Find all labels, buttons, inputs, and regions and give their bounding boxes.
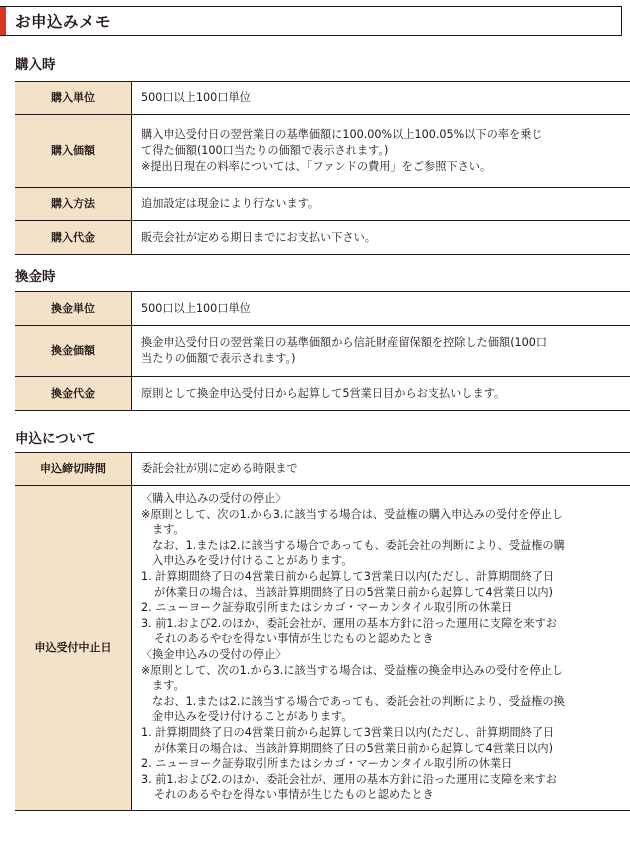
row-value: 〈購入申込みの受付の停止〉 ※原則として、次の1.から3.に該当する場合は、受益権の購入申込みの受付を停止し ます。 なお、1.または2.に該当する場合であっても、委託会社の判断により、受益権の購 入申込みを受け付けることがあります。 1. 計算期間終了日の4営業日前から起算して3営業日以内(ただし、計算期間終了日 が休業日の場合は、当該計算期間終了日の5営業日前から起算して4営業日以内) 2. ニューヨーク証券取引所またはシカゴ・マーカンタイル取引所の休業日 3. 前1.および2.のほか、委託会社が、運用の基本方針に沿った運用に支障を来すお それのあるやむを得ない事情が生じたものと認めたとき 〈換金申込みの受付の停止〉 ※原則として、次の1.から3.に該当する場合は、受益権の換金申込みの受付を停止し ます。 なお、1.または2.に該当する場合であっても、委託会社の判断により、受益権の換 金申込みを受け付けることがあります。 1. 計算期間終了日の4営業日前から起算して3営業日以内(ただし、計算期間終了日 が休業日の場合は、当該計算期間終了日の5営業日前から起算して4営業日以内) 2. ニューヨーク証券取引所またはシカゴ・マーカンタイル取引所の休業日 3. 前1.および2.のほか、委託会社が、運用の基本方針に沿った運用に支障を来すお それのあるやむを得ない事情が生じたものと認めたとき <box>132 486 630 811</box>
application-table <box>15 452 630 811</box>
section-heading-redemption: 換金時 <box>15 269 56 285</box>
table-row <box>15 221 630 255</box>
row-value: 500口以上100口単位 <box>132 82 630 115</box>
list-item: 2. ニューヨーク証券取引所またはシカゴ・マーカンタイル取引所の休業日 <box>141 757 513 771</box>
row-label: 換金代金 <box>15 377 132 411</box>
accent-bar <box>0 7 6 35</box>
row-label: 購入代金 <box>15 221 132 255</box>
row-label: 購入価額 <box>15 115 132 188</box>
list-item: 1. 計算期間終了日の4営業日前から起算して3営業日以内(ただし、計算期間終了日 <box>141 569 555 583</box>
row-label: 換金単位 <box>15 292 132 326</box>
row-label: 申込締切時間 <box>15 453 132 486</box>
list-item: 2. ニューヨーク証券取引所またはシカゴ・マーカンタイル取引所の休業日 <box>141 601 513 615</box>
block-heading: 〈換金申込みの受付の停止〉 <box>141 647 287 661</box>
row-label: 購入単位 <box>15 82 132 115</box>
list-item: 3. 前1.および2.のほか、委託会社が、運用の基本方針に沿った運用に支障を来すお <box>141 772 557 786</box>
row-value: 購入申込受付日の翌営業日の基準価額に100.00%以上100.05%以下の率を乗じ て得た価額(100口当たりの価額で表示されます。) ※提出日現在の料率については、「ファンドの費用」をご参照下さい。 <box>132 115 630 188</box>
row-value: 委託会社が別に定める時限まで <box>132 453 630 486</box>
list-item: 1. 計算期間終了日の4営業日前から起算して3営業日以内(ただし、計算期間終了日 <box>141 725 555 739</box>
row-value: 500口以上100口単位 <box>132 292 630 326</box>
row-label: 換金価額 <box>15 326 132 377</box>
table-row <box>15 326 630 377</box>
table-row <box>15 453 630 486</box>
table-row <box>15 82 630 115</box>
row-value: 販売会社が定める期日までにお支払い下さい。 <box>132 221 630 255</box>
list-item: 3. 前1.および2.のほか、委託会社が、運用の基本方針に沿った運用に支障を来すお <box>141 616 557 630</box>
purchase-table <box>15 81 630 255</box>
row-value: 追加設定は現金により行ないます。 <box>132 188 630 221</box>
table-row <box>15 115 630 188</box>
section-heading-application: 申込について <box>15 431 96 447</box>
table-row <box>15 377 630 411</box>
redemption-table <box>15 291 630 411</box>
section-heading-purchase: 購入時 <box>15 57 56 73</box>
page-title-box <box>0 6 622 36</box>
row-label: 購入方法 <box>15 188 132 221</box>
row-value: 換金申込受付日の翌営業日の基準価額から信託財産留保額を控除した価額(100口 当たりの価額で表示されます。) <box>132 326 630 377</box>
row-label: 申込受付中止日 <box>15 486 132 811</box>
page-title: お申込みメモ <box>15 13 112 31</box>
table-row <box>15 486 630 811</box>
table-row <box>15 292 630 326</box>
row-value: 原則として換金申込受付日から起算して5営業日目からお支払いします。 <box>132 377 630 411</box>
block-heading: 〈購入申込みの受付の停止〉 <box>141 492 287 505</box>
table-row <box>15 188 630 221</box>
